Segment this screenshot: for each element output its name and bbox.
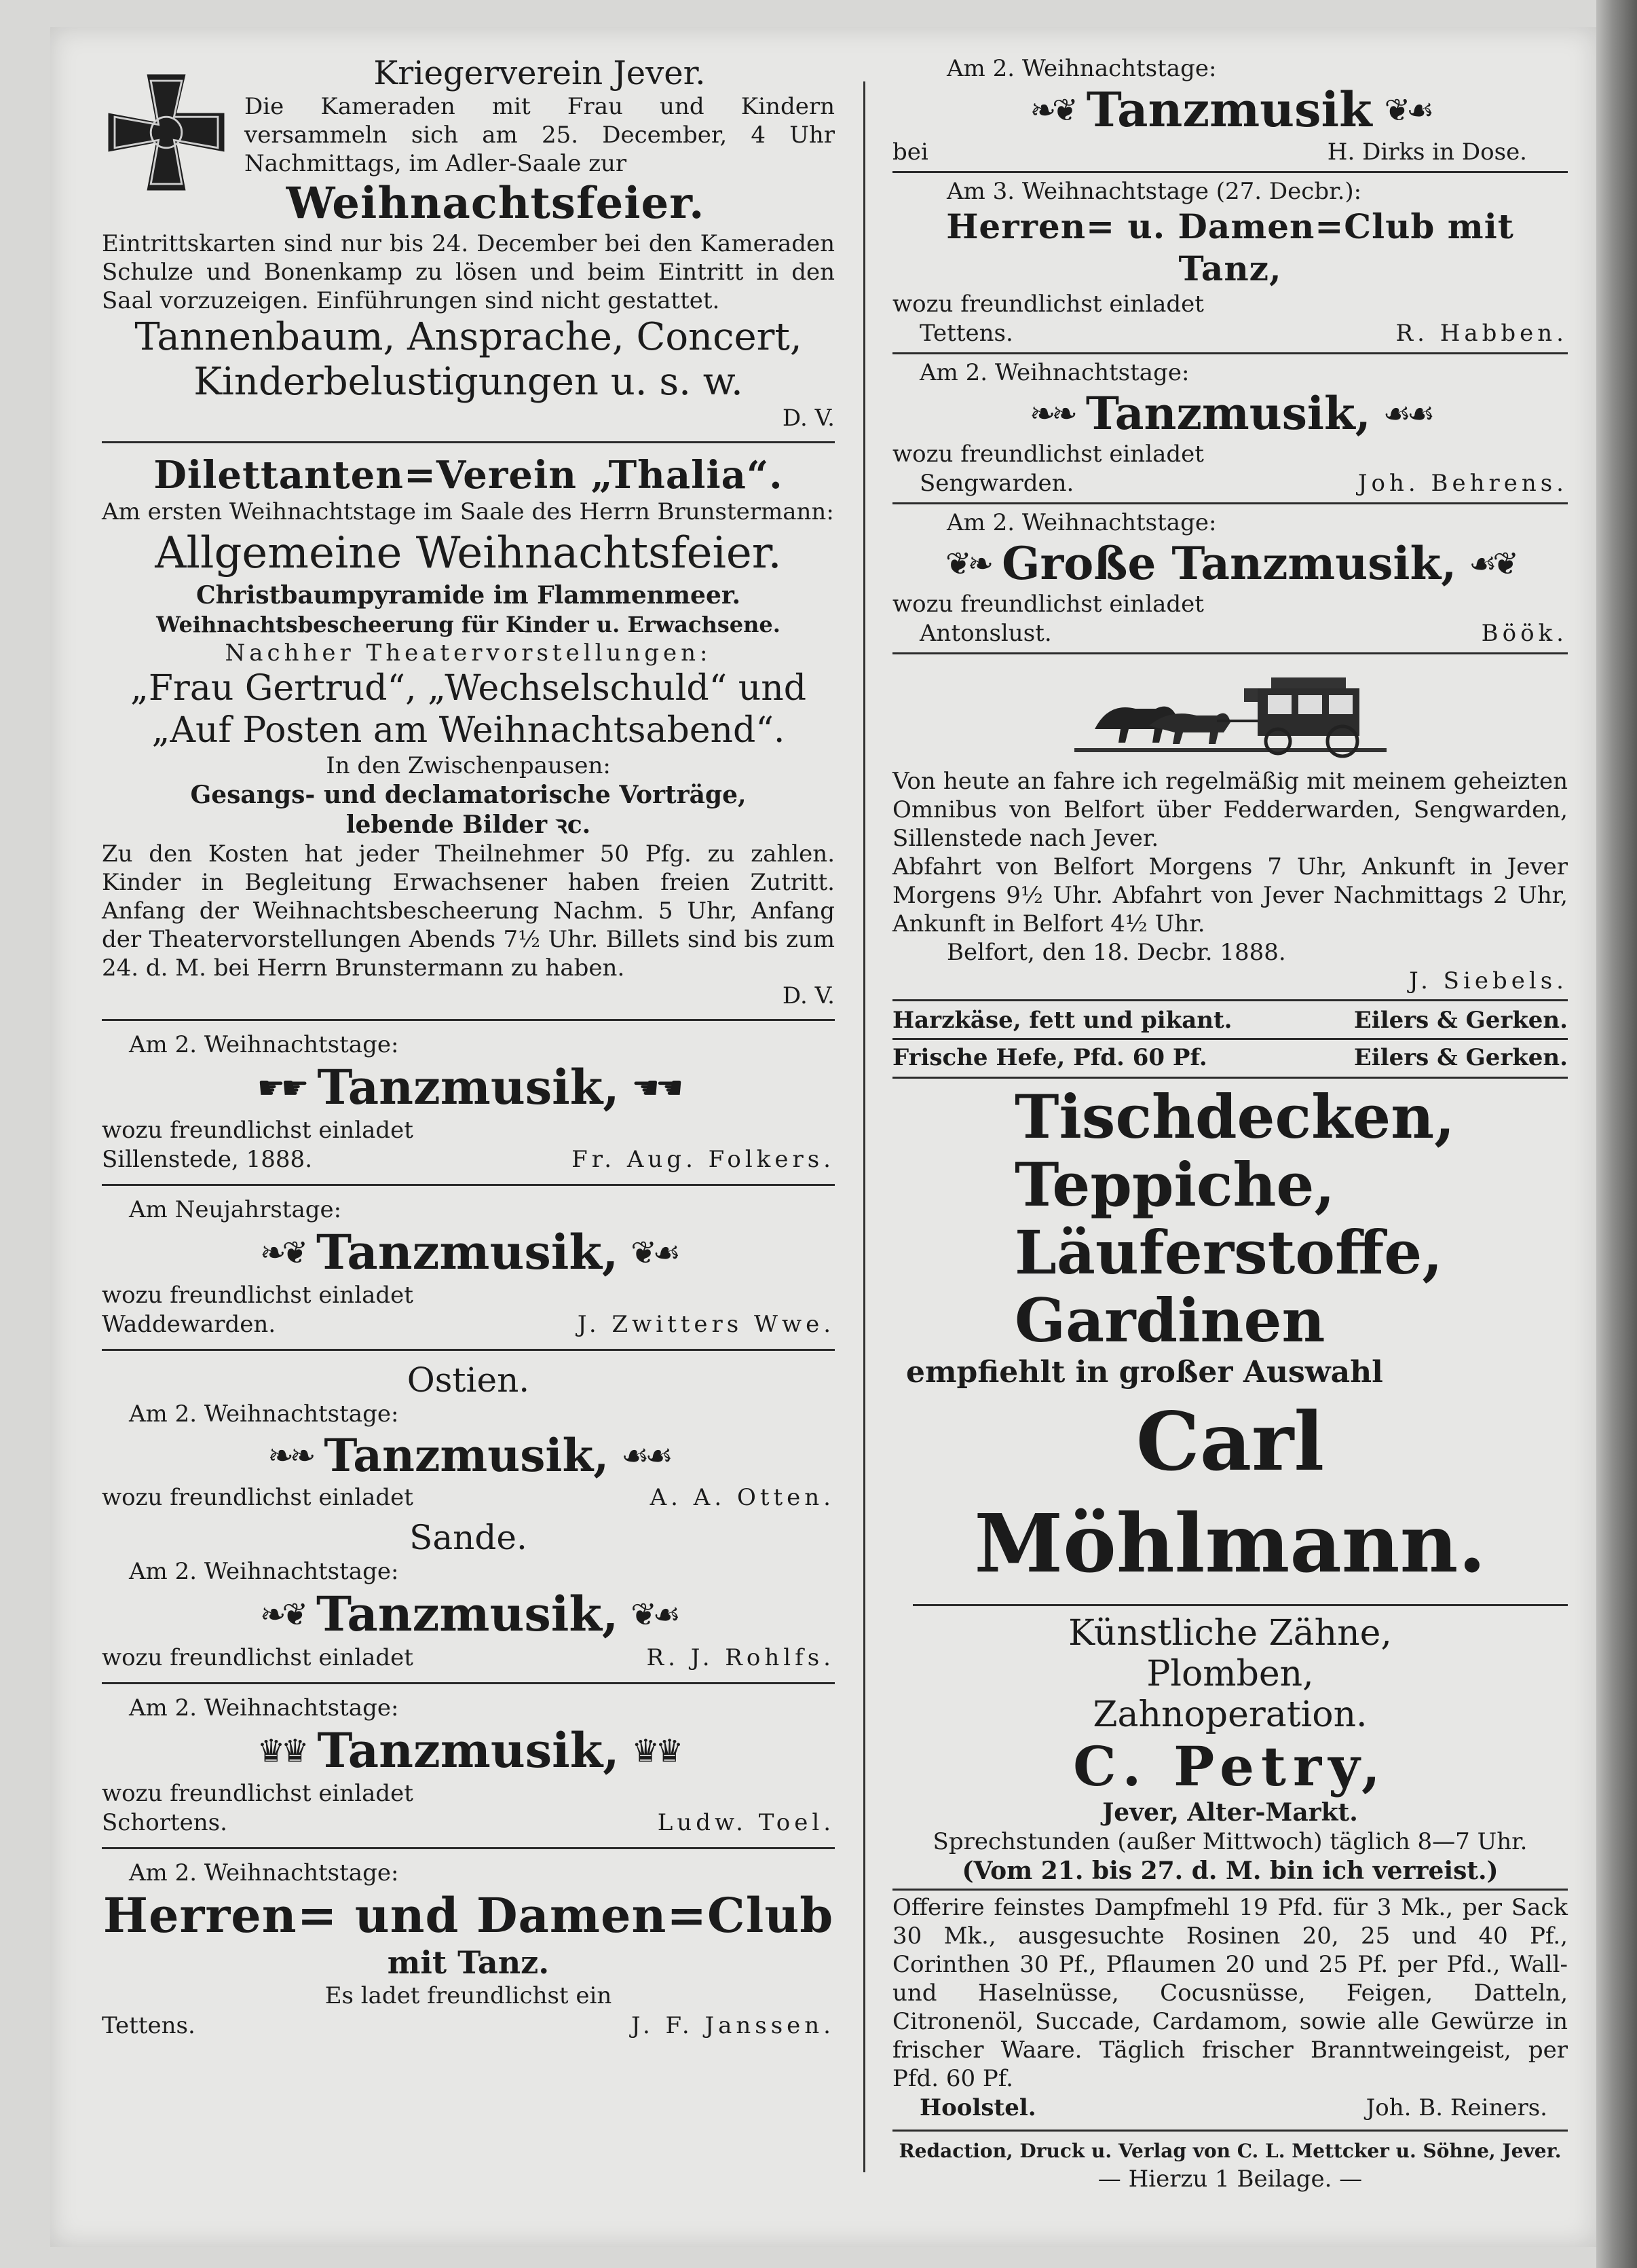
ad-moehlmann	[892, 1083, 1568, 1354]
ad-petry	[892, 1613, 1568, 1886]
divider	[892, 1038, 1568, 1040]
pointing-hand-ornament-icon: ☚☚	[631, 1069, 680, 1106]
dirks-day: Am 2. Weihnachtstage:	[947, 55, 1217, 82]
sande-title-row	[102, 1586, 835, 1643]
divider	[102, 1349, 835, 1351]
crown-ornament-icon: ♛♛	[257, 1732, 305, 1769]
toel-title: Tanzmusik,	[317, 1722, 620, 1779]
moehlmann-l4: Gardinen	[1015, 1285, 1325, 1356]
omnibus-name: J. Siebels.	[1409, 967, 1568, 994]
thalia-text2: Zu den Kosten hat jeder Theilnehmer 50 Pfg. zu zahlen. Kinder in Begleitung Erwachsener haben freien Zutritt. Anfang der Weihnachtsbescheerung Nachm. 5 Uhr, Anfang der Theatervorstellungen Abends 7½ Uhr. Billets sind bis zum 24. d. M. bei Herrn Brunstermann zu haben.	[102, 840, 835, 982]
moehlmann-l2: Teppiche,	[1015, 1149, 1336, 1220]
krieger-headline: Weihnachtsfeier.	[286, 178, 705, 229]
reiners-text: Offerire feinstes Dampfmehl 19 Pfd. für 3 Mk., per Sack 30 Mk., ausgesuchte Rosinen 20, 25 und 40 Pf., Corinthen 30 Pf., Pflaumen 20 und 25 Pf. per Pfd., Wall- und Haselnüsse, Cocusnüsse, Feigen, Datteln, Citronenöl, Succade, Cardamom, sowie alle Gewürze in frischer Waare. Täglich frischer Branntweingeist, per Pfd. 60 Pf.	[892, 1894, 1568, 2092]
boeoek-day: Am 2. Weihnachtstage:	[947, 509, 1217, 536]
ad-moehlmann-footer	[892, 1354, 1568, 1595]
thalia-sign: D. V.	[782, 982, 835, 1009]
scroll-ornament-icon: ❧❦	[259, 1234, 305, 1271]
beilage-note: — Hierzu 1 Beilage. —	[1097, 2165, 1363, 2193]
thalia-sub1: Christbaumpyramide im Flammenmeer.	[195, 581, 741, 610]
thalia-plays2: „Auf Posten am Weihnachtsabend“.	[151, 710, 785, 751]
ad-dirks	[892, 54, 1568, 167]
divider	[892, 171, 1568, 173]
petry-l1: Künstliche Zähne,	[1068, 1613, 1392, 1654]
scroll-ornament-icon: ❧❦	[259, 1596, 305, 1633]
petry-hours: Sprechstunden (außer Mittwoch) täglich 8—7 Uhr.	[933, 1828, 1528, 1855]
divider	[892, 652, 1568, 654]
divider	[892, 1077, 1568, 1079]
thalia-vortr1: Gesangs- und declamatorische Vorträge,	[190, 781, 747, 809]
janssen-day: Am 2. Weihnachtstage:	[129, 1859, 399, 1886]
toel-name: Ludw. Toel.	[657, 1809, 835, 1836]
reiners-footer	[892, 2093, 1568, 2123]
flourish-ornament-icon: ❦☙	[1384, 92, 1431, 128]
petry-l2: Plomben,	[1146, 1654, 1314, 1694]
boeoek-name: Böök.	[1481, 620, 1568, 647]
thalia-title: Dilettanten=Verein „Thalia“.	[153, 453, 783, 498]
thalia-pause: In den Zwischenpausen:	[326, 752, 611, 779]
behrens-title-row	[892, 387, 1568, 440]
ad-janssen	[102, 1859, 835, 2041]
ad-folkers	[102, 1030, 835, 1174]
leaf-ornament-icon: ☙❦	[1469, 545, 1515, 582]
ad-thalia	[102, 453, 835, 1009]
divider	[102, 1847, 835, 1849]
thalia-sub3: Nachher Theatervorstellungen:	[225, 639, 712, 667]
scroll-ornament-icon: ❦☙	[631, 1596, 677, 1633]
ostien-title-row	[102, 1428, 835, 1483]
toel-footer	[102, 1808, 835, 1838]
sande-name: R. J. Rohlfs.	[646, 1644, 835, 1671]
reiners-place: Hoolstel.	[920, 2094, 1036, 2121]
ad-harzkaese	[892, 1005, 1568, 1035]
habben-name: R. Habben.	[1395, 320, 1568, 347]
dirks-title: Tanzmusik	[1086, 81, 1372, 138]
ad-habben	[892, 177, 1568, 348]
thalia-vortr2: lebende Bilder ꝛc.	[345, 811, 591, 839]
ad-omnibus	[892, 661, 1568, 995]
ostien-footer	[102, 1483, 835, 1512]
ad-reiners	[892, 1893, 1568, 2123]
folkers-day: Am 2. Weihnachtstage:	[129, 1031, 399, 1058]
zwitters-place: Waddewarden.	[102, 1311, 276, 1338]
habben-title: Herren= u. Damen=Club mit Tanz,	[946, 206, 1514, 289]
sande-invite: wozu freundlichst einladet	[102, 1644, 413, 1671]
omnibus-date: Belfort, den 18. Decbr. 1888.	[947, 939, 1286, 966]
ad-ostien	[102, 1360, 835, 1512]
boeoek-title-row	[892, 537, 1568, 590]
divider	[892, 1889, 1568, 1891]
boeoek-place: Antonslust.	[920, 620, 1052, 647]
krieger-title: Kriegerverein Jever.	[373, 54, 706, 92]
folkers-title-row	[102, 1059, 835, 1116]
folkers-name: Fr. Aug. Folkers.	[571, 1146, 835, 1173]
flourish-ornament-icon: ❧❧	[267, 1437, 312, 1474]
boeoek-title: Große Tanzmusik,	[1002, 537, 1457, 590]
krieger-line1: Tannenbaum, Ansprache, Concert,	[134, 315, 802, 359]
iron-cross-emblem	[102, 68, 231, 197]
petry-addr: Jever, Alter-Markt.	[1102, 1798, 1358, 1827]
harz-item: Harzkäse, fett und pikant.	[892, 1007, 1233, 1034]
folkers-invite: wozu freundlichst einladet	[102, 1117, 413, 1144]
zwitters-footer	[102, 1309, 835, 1339]
horse-carriage-illustration	[1074, 661, 1387, 763]
flourish-ornament-icon: ☙☙	[621, 1437, 669, 1474]
behrens-invite: wozu freundlichst einladet	[892, 441, 1204, 468]
krieger-line2: Kinderbelustigungen u. s. w.	[193, 360, 743, 404]
divider	[102, 441, 835, 443]
flourish-ornament-icon: ❧❧	[1029, 395, 1074, 432]
sande-day: Am 2. Weihnachtstage:	[129, 1558, 399, 1585]
janssen-sub: mit Tanz.	[387, 1944, 550, 1981]
sande-title: Tanzmusik,	[316, 1586, 619, 1642]
ad-hefe	[892, 1043, 1568, 1073]
behrens-title: Tanzmusik,	[1085, 387, 1371, 440]
folkers-place: Sillenstede, 1888.	[102, 1146, 313, 1173]
ad-behrens	[892, 358, 1568, 498]
janssen-invite: Es ladet freundlichst ein	[324, 1982, 612, 2009]
boeoek-invite: wozu freundlichst einladet	[892, 591, 1204, 618]
flourish-ornament-icon: ❧❦	[1030, 92, 1074, 128]
ad-kriegerverein	[102, 54, 835, 432]
petry-name: C. Petry,	[1073, 1734, 1387, 1798]
zwitters-invite: wozu freundlichst einladet	[102, 1282, 413, 1309]
omnibus-text1: Von heute an fahre ich regelmäßig mit meinem geheizten Omnibus von Belfort über Fedderwarden, Sengwarden, Sillenstede nach Jever.	[892, 768, 1568, 852]
krieger-text1: Die Kameraden mit Frau und Kindern versammeln sich am 25. December, 4 Uhr Nachmittags, im Adler-Saale zur	[244, 93, 835, 177]
janssen-title: Herren= und Damen=Club	[102, 1887, 834, 1944]
hefe-item: Frische Hefe, Pfd. 60 Pf.	[892, 1044, 1207, 1071]
crown-ornament-icon: ♛♛	[631, 1732, 680, 1769]
toel-day: Am 2. Weihnachtstage:	[129, 1694, 399, 1722]
divider	[892, 999, 1568, 1001]
right-column	[892, 54, 1568, 2194]
divider	[892, 352, 1568, 354]
pointing-hand-ornament-icon: ☛☛	[257, 1069, 305, 1106]
ad-zwitters	[102, 1195, 835, 1339]
petry-away: (Vom 21. bis 27. d. M. bin ich verreist.)	[962, 1857, 1499, 1885]
scroll-ornament-icon: ❦☙	[631, 1234, 677, 1271]
toel-invite: wozu freundlichst einladet	[102, 1780, 413, 1807]
habben-place: Tettens.	[920, 320, 1013, 347]
moehlmann-l3: Läuferstoffe,	[1015, 1217, 1443, 1288]
thalia-sub2: Weihnachtsbescheerung für Kinder u. Erwachsene.	[156, 612, 780, 637]
moehlmann-l1: Tischdecken,	[1015, 1081, 1455, 1152]
behrens-place: Sengwarden.	[920, 470, 1074, 497]
divider	[102, 1184, 835, 1186]
ostien-heading: Ostien.	[407, 1360, 530, 1400]
divider	[892, 2130, 1568, 2132]
ostien-day: Am 2. Weihnachtstage:	[129, 1400, 399, 1428]
dirks-title-row	[892, 83, 1568, 137]
hefe-name: Eilers & Gerken.	[1353, 1044, 1568, 1071]
behrens-footer	[892, 468, 1568, 498]
moehlmann-name: Carl Möhlmann.	[974, 1394, 1486, 1591]
divider	[102, 1019, 835, 1021]
zwitters-title: Tanzmusik,	[316, 1224, 619, 1280]
dirks-text: bei	[892, 138, 928, 166]
thalia-text1: Am ersten Weihnachtstage im Saale des Herrn Brunstermann:	[102, 498, 834, 525]
janssen-footer	[102, 2011, 835, 2041]
flourish-ornament-icon: ☙☙	[1382, 395, 1431, 432]
petry-l3: Zahnoperation.	[1093, 1694, 1368, 1735]
janssen-name: J. F. Janssen.	[631, 2012, 835, 2039]
thalia-headline: Allgemeine Weihnachtsfeier.	[155, 528, 782, 578]
ostien-name: A. A. Otten.	[650, 1484, 835, 1511]
divider	[913, 1604, 1568, 1606]
toel-title-row	[102, 1722, 835, 1779]
moehlmann-l5: empfiehlt in großer Auswahl	[906, 1355, 1383, 1390]
sande-footer	[102, 1643, 835, 1673]
ostien-title: Tanzmusik,	[324, 1429, 609, 1482]
ad-boeoek	[892, 508, 1568, 648]
krieger-sign: D. V.	[782, 405, 835, 432]
dirks-footer	[892, 137, 1568, 167]
habben-footer	[892, 318, 1568, 348]
behrens-name: Joh. Behrens.	[1357, 470, 1568, 497]
habben-day: Am 3. Weihnachtstage (27. Decbr.):	[947, 178, 1362, 205]
divider	[102, 1682, 835, 1684]
sande-heading: Sande.	[409, 1518, 527, 1557]
leaf-ornament-icon: ❦❧	[945, 545, 990, 582]
folkers-title: Tanzmusik,	[317, 1059, 620, 1115]
ad-sande	[102, 1518, 835, 1673]
divider	[892, 502, 1568, 504]
book-spine	[1596, 0, 1637, 2268]
zwitters-name: J. Zwitters Wwe.	[577, 1311, 835, 1338]
krieger-text2: Eintrittskarten sind nur bis 24. December bei den Kameraden Schulze und Bonenkamp zu lösen und beim Eintritt in den Saal vorzuzeigen. Einführungen sind nicht gestattet.	[102, 230, 835, 314]
habben-invite: wozu freundlichst einladet	[892, 291, 1204, 318]
reiners-name: Joh. B. Reiners.	[1366, 2094, 1547, 2121]
folkers-footer	[102, 1145, 835, 1174]
ostien-invite: wozu freundlichst einladet	[102, 1484, 413, 1511]
imprint: Redaction, Druck u. Verlag von C. L. Mettcker u. Söhne, Jever.	[899, 2140, 1562, 2162]
toel-place: Schortens.	[102, 1809, 227, 1836]
thalia-plays1: „Frau Gertrud“, „Wechselschuld“ und	[130, 668, 807, 709]
behrens-day: Am 2. Weihnachtstage:	[920, 359, 1190, 386]
harz-name: Eilers & Gerken.	[1353, 1007, 1568, 1034]
janssen-place: Tettens.	[102, 2012, 195, 2039]
zwitters-day: Am Neujahrstage:	[129, 1196, 342, 1223]
boeoek-footer	[892, 618, 1568, 648]
zwitters-title-row	[102, 1224, 835, 1281]
dirks-name: H. Dirks in Dose.	[1327, 138, 1527, 166]
omnibus-text2: Abfahrt von Belfort Morgens 7 Uhr, Ankunft in Jever Morgens 9½ Uhr. Abfahrt von Jever Nachmittags 2 Uhr, Ankunft in Belfort 4½ Uhr.	[892, 853, 1568, 937]
column-divider	[863, 81, 865, 2172]
ad-toel	[102, 1694, 835, 1838]
left-column	[102, 54, 835, 2041]
